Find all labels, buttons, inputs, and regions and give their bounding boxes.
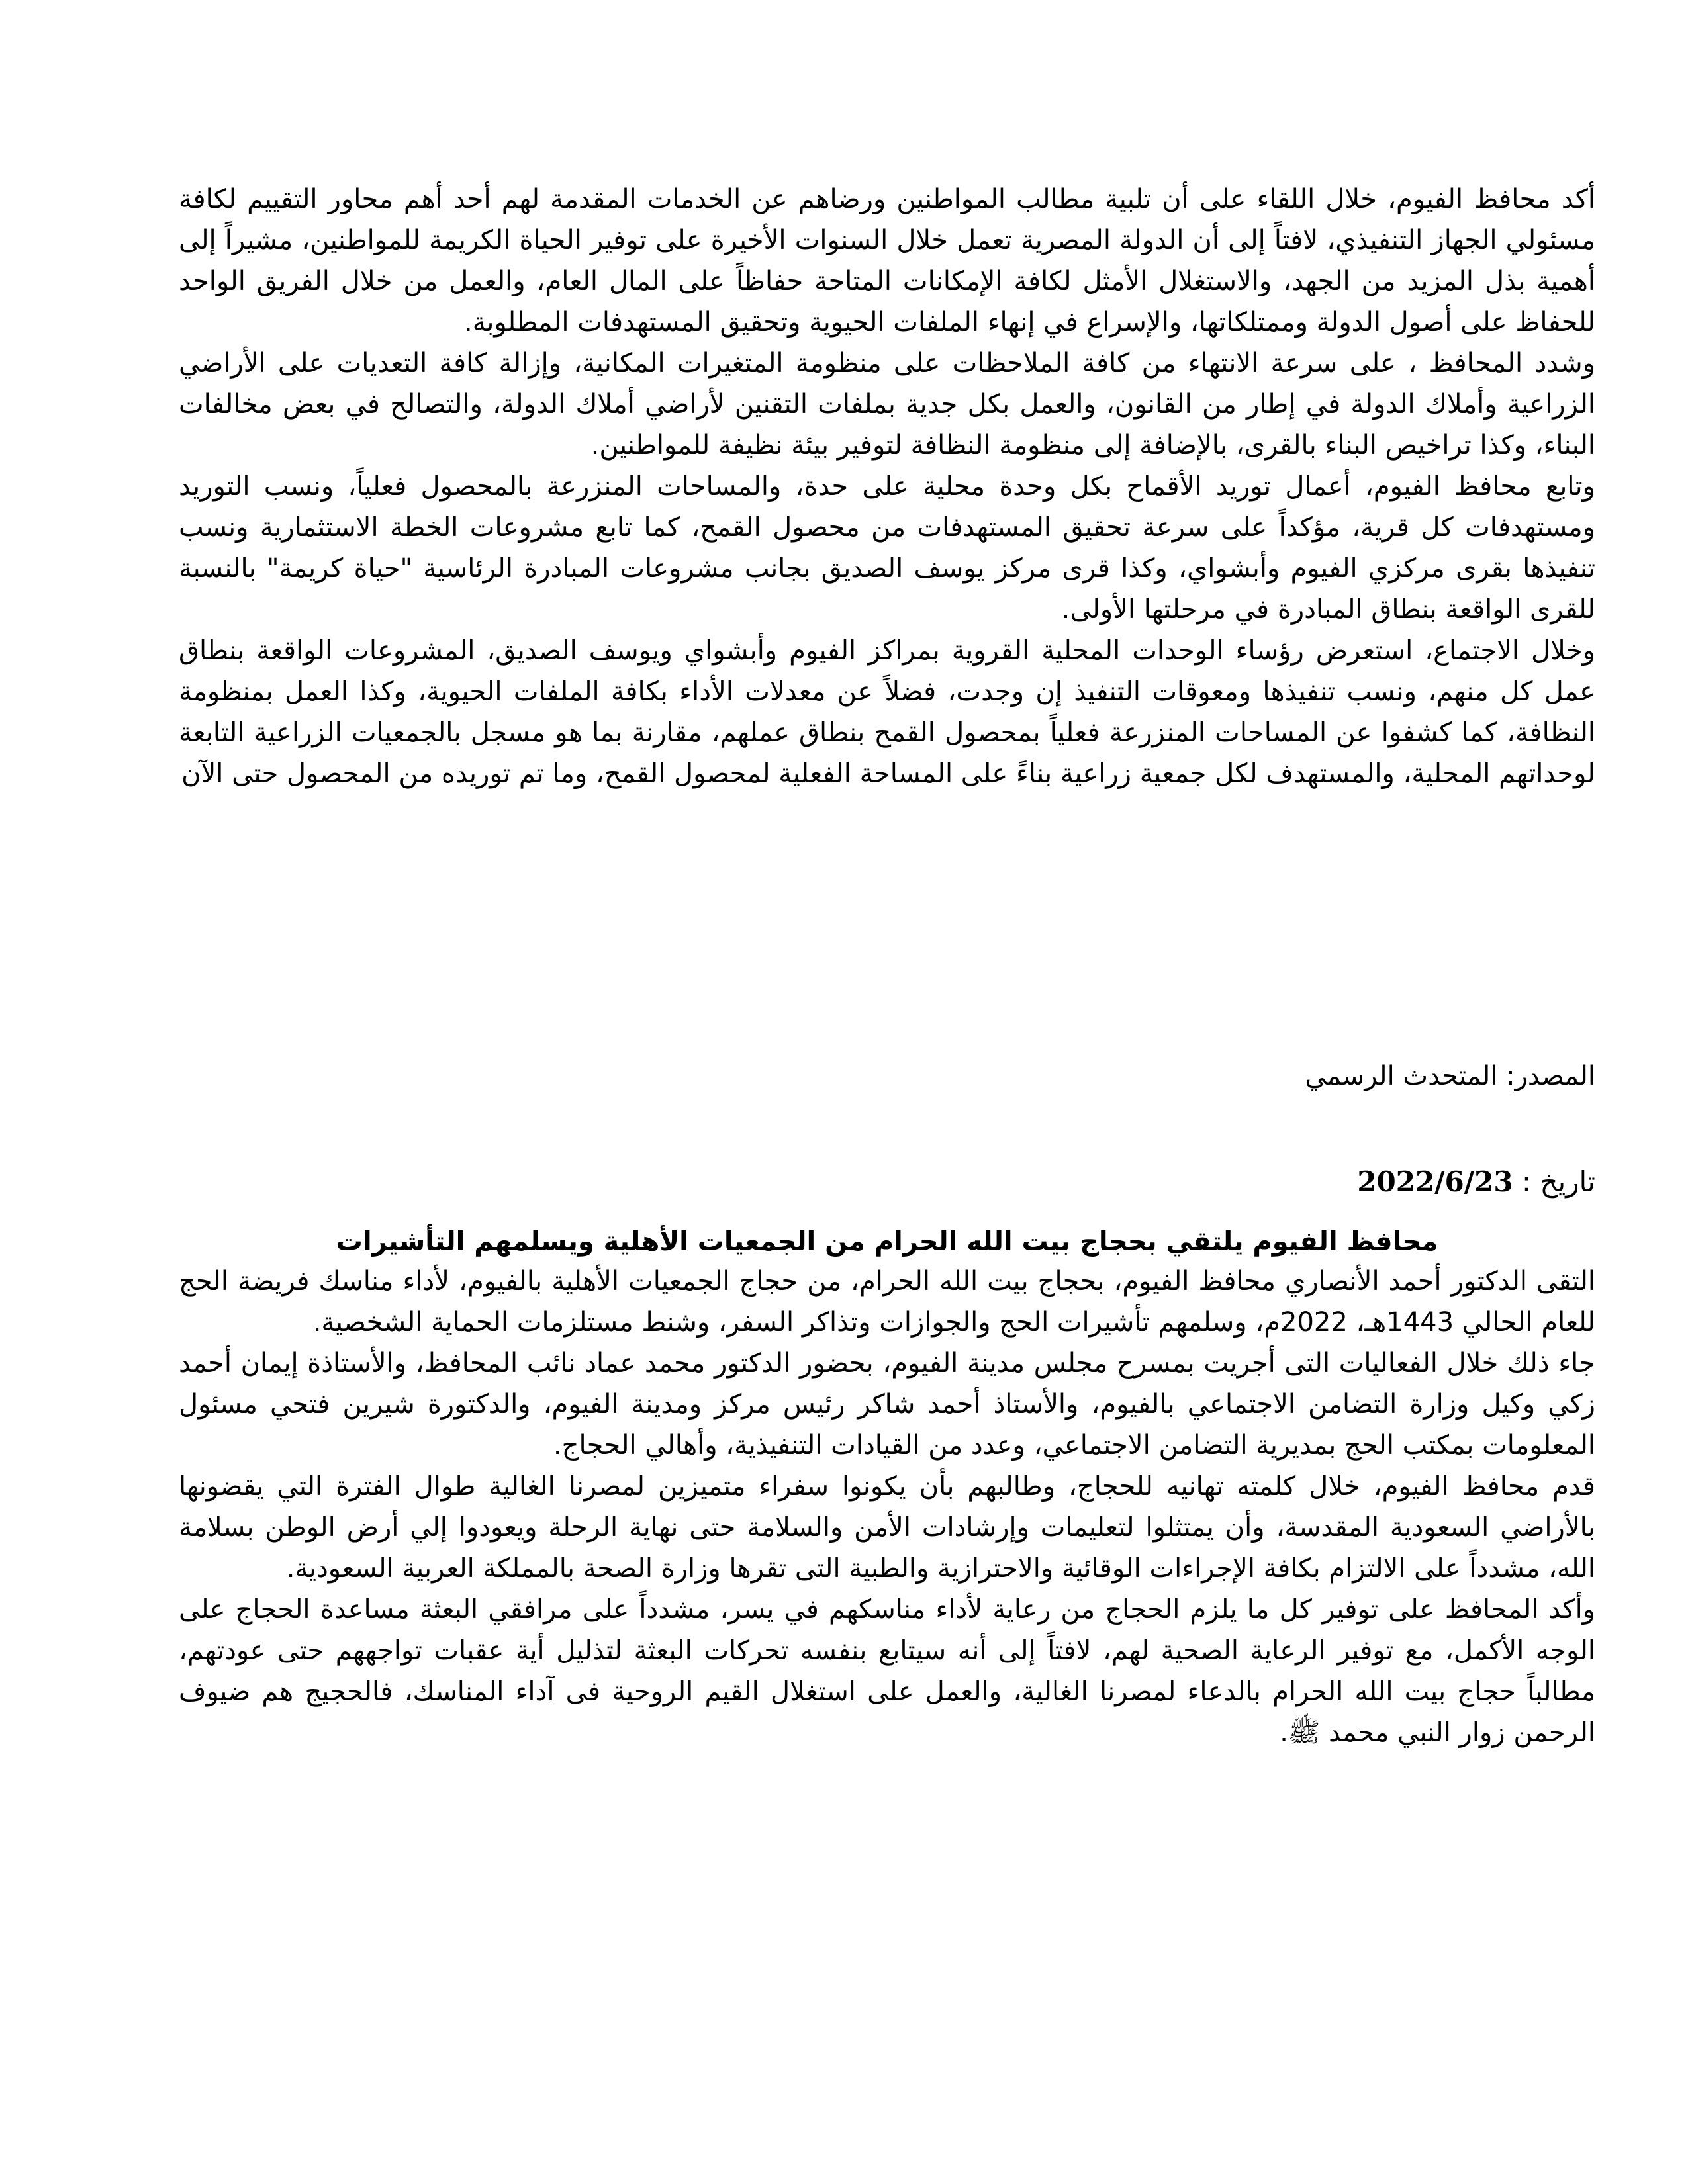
article-2-paragraph-1: التقى الدكتور أحمد الأنصاري محافظ الفيوم، بحجاج بيت الله الحرام، من حجاج الجمعيات الأهلية بالفيوم، لأداء مناسك فريضة الحج للعام الحالي 1443هـ، 2022م، وسلمهم تأشيرات الحج والجوازات وتذاكر السفر، وشنط مستلزمات الحماية الشخصية. (179, 1266, 1595, 1338)
article-2-paragraph-2: جاء ذلك خلال الفعاليات التى أجريت بمسرح مجلس مدينة الفيوم، بحضور الدكتور محمد عماد نائب المحافظ، والأستاذة إيمان أحمد زكي وكيل وزارة التضامن الاجتماعي بالفيوم، والأستاذ أحمد شاكر رئيس مركز ومدينة الفيوم، والدكتورة شيرين فتحي مسئول المعلومات بمكتب الحج بمديرية التضامن الاجتماعي، وعدد من القيادات التنفيذية، وأهالي الحجاج. (179, 1348, 1595, 1461)
article-2-paragraph-4: وأكد المحافظ على توفير كل ما يلزم الحجاج من رعاية لأداء مناسكهم في يسر، مشدداً على مرافقي البعثة مساعدة الحجاج على الوجه الأكمل، مع توفير الرعاية الصحية لهم، لافتاً إلى أنه سيتابع بنفسه تحركات البعثة لتذليل أية عقبات تواجههم حتى عودتهم، مطالباً حجاج بيت الله الحرام بالدعاء لمصرنا الغالية، والعمل على استغلال القيم الروحية فى آداء المناسك، فالحجيج هم ضيوف الرحمن زوار النبي محمد ﷺ. (179, 1594, 1595, 1748)
article-1-paragraph-3: وتابع محافظ الفيوم، أعمال توريد الأقماح بكل وحدة محلية على حدة، والمساحات المنزرعة بالمحصول فعلياً، ونسب التوريد ومستهدفات كل قرية، مؤكداً على سرعة تحقيق المستهدفات من محصول القمح، كما تابع مشروعات الخطة الاستثمارية ونسب تنفيذها بقرى مركزي الفيوم وأبشواي، وكذا قرى مركز يوسف الصديق بجانب مشروعات المبادرة الرئاسية "حياة كريمة" بالنسبة للقرى الواقعة بنطاق المبادرة في مرحلتها الأولى. (179, 471, 1595, 625)
date-line (179, 1161, 1595, 1203)
date-value: 2022/6/23 (1357, 1165, 1513, 1198)
source-attribution: المصدر: المتحدث الرسمي (1305, 1061, 1595, 1091)
article-2-body (179, 1261, 1595, 1753)
article-1-body (179, 179, 1595, 794)
article-1-paragraph-1: أكد محافظ الفيوم، خلال اللقاء على أن تلبية مطالب المواطنين ورضاهم عن الخدمات المقدمة لهم أحد أهم محاور التقييم لكافة مسئولي الجهاز التنفيذي، لافتاً إلى أن الدولة المصرية تعمل خلال السنوات الأخيرة على توفير الحياة الكريمة للمواطنين، مشيراً إلى أهمية بذل المزيد من الجهد، والاستغلال الأمثل لكافة الإمكانات المتاحة حفاظاً على المال العام، والعمل من خلال الفريق الواحد للحفاظ على أصول الدولة وممتلكاتها، والإسراع في إنهاء الملفات الحيوية وتحقيق المستهدفات المطلوبة. (179, 184, 1595, 338)
article-1-paragraph-4: وخلال الاجتماع، استعرض رؤساء الوحدات المحلية القروية بمراكز الفيوم وأبشواي ويوسف الصديق، المشروعات الواقعة بنطاق عمل كل منهم، ونسب تنفيذها ومعوقات التنفيذ إن وجدت، فضلاً عن معدلات الأداء بكافة الملفات الحيوية، وكذا العمل بمنظومة النظافة، كما كشفوا عن المساحات المنزرعة فعلياً بمحصول القمح بنطاق عملهم، مقارنة بما هو مسجل بالجمعيات الزراعية التابعة لوحداتهم المحلية، والمستهدف لكل جمعية زراعية بناءً على المساحة الفعلية لمحصول القمح، وما تم توريده من المحصول حتى الآن (179, 635, 1595, 789)
article-2-headline: محافظ الفيوم يلتقي بحجاج بيت الله الحرام من الجمعيات الأهلية ويسلمهم التأشيرات (336, 1226, 1438, 1257)
date-label: تاريخ : (1521, 1165, 1595, 1198)
article-2-paragraph-3: قدم محافظ الفيوم، خلال كلمته تهانيه للحجاج، وطالبهم بأن يكونوا سفراء متميزين لمصرنا الغالية طوال الفترة التي يقضونها بالأراضي السعودية المقدسة، وأن يمتثلوا لتعليمات وإرشادات الأمن والسلامة حتى نهاية الرحلة ويعودوا إلي أرض الوطن بسلامة الله، مشدداً على الالتزام بكافة الإجراءات الوقائية والاحترازية والطبية التى تقرها وزارة الصحة بالمملكة العربية السعودية. (179, 1471, 1595, 1584)
article-1-paragraph-2: وشدد المحافظ ، على سرعة الانتهاء من كافة الملاحظات على منظومة المتغيرات المكانية، وإزالة كافة التعديات على الأراضي الزراعية وأملاك الدولة في إطار من القانون، والعمل بكل جدية بملفات التقنين لأراضي أملاك الدولة، والتصالح في بعض مخالفات البناء، وكذا تراخيص البناء بالقرى، بالإضافة إلى منظومة النظافة لتوفير بيئة نظيفة للمواطنين. (179, 348, 1595, 461)
